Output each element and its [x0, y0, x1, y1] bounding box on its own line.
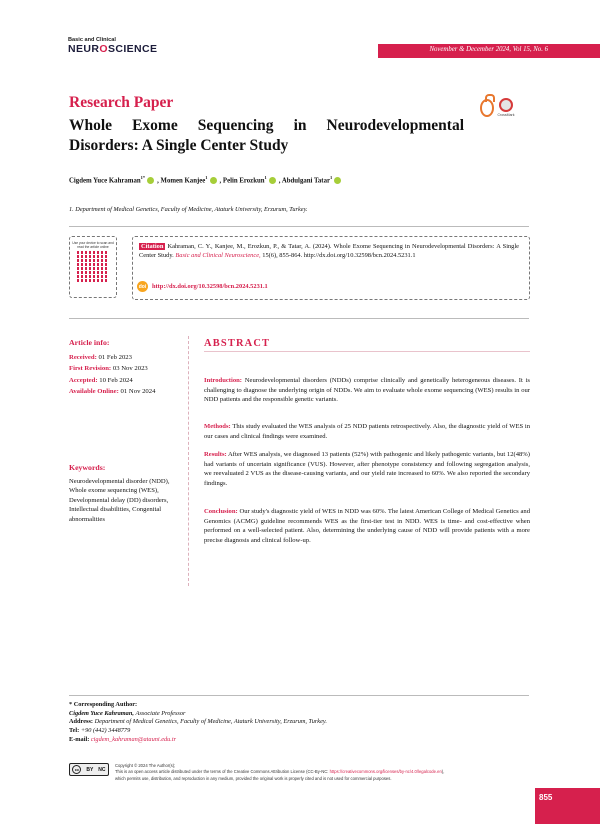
- doi-icon: doi: [137, 281, 148, 292]
- abstract-introduction: Introduction: Neurodevelopmental disorders (NDDs) comprise clinically and genetically heterogeneous diseases. It is challenging to diagnose the underlying origin of NDDs. We aim to evaluate whole exome sequencing (WES) results in our NDD patients and the responsible genetic variants.: [204, 377, 530, 403]
- issue-bar: [378, 44, 600, 58]
- title-word: Sequencing: [197, 117, 274, 134]
- title-line-1: [69, 116, 464, 136]
- email-link[interactable]: cigdem_kahraman@atauni.edu.tr: [90, 735, 177, 743]
- author-affil-mark: 1*: [140, 175, 146, 180]
- divider: [69, 695, 529, 696]
- page-number-tab: [535, 788, 600, 824]
- affiliation: 1. Department of Medical Genetics, Faculty of Medicine, Ataturk University, Erzurum, Turkey.: [69, 206, 308, 213]
- article-date-row: Accepted: 10 Feb 2024: [69, 376, 133, 384]
- cc-license-icon[interactable]: cc BY NC: [69, 763, 109, 776]
- license-text: Copyright © 2024 The Author(s); This is an open access article distributed under the terms of the Creative Commons Attribution License (CC-By-NC: https://creativecommons.org/licenses/by-nc/4.0/legalcode.en), which permits use, distribution, and reproduction in any medium, provided the original work is properly cited and is not used for commercial purposes.: [115, 763, 445, 781]
- author-name[interactable]: Cigdem Yuce Kahraman: [69, 177, 141, 185]
- paper-title: [69, 116, 464, 156]
- journal-name: NEUROSCIENCE: [68, 43, 158, 55]
- author-name[interactable]: Pelin Erozkun: [222, 177, 265, 185]
- author-name[interactable]: Abdulgani Tatar: [281, 177, 330, 185]
- crossmark-icon[interactable]: CrossMark: [497, 98, 515, 118]
- title-line-2: Disorders: A Single Center Study: [69, 137, 289, 154]
- corresponding-author: * Corresponding Author: Cigdem Yuce Kahraman, Associate Professor Address: Department of Medical Genetics, Faculty of Medicine, Ataturk University, Erzurum, Turkey. Tel: +90 (442) 3448779 E-mail: cigdem_kahraman@atauni.edu.tr: [69, 701, 327, 743]
- title-word: Whole: [69, 117, 113, 134]
- citation-box: [132, 236, 530, 300]
- qr-code-icon[interactable]: [77, 250, 109, 282]
- article-info-heading: Article info:: [69, 338, 110, 347]
- orcid-icon[interactable]: [210, 177, 217, 184]
- citation-journal: Basic and Clinical Neuroscience,: [175, 251, 261, 259]
- article-dates: [69, 352, 155, 398]
- author-affil-mark: 1: [264, 175, 267, 180]
- doi-row[interactable]: [137, 281, 268, 292]
- doi-link[interactable]: http://dx.doi.org/10.32598/bcn.2024.5231.1: [152, 283, 268, 290]
- journal-logo: [68, 37, 157, 55]
- abstract-rule: [204, 351, 530, 352]
- keywords-text: Neurodevelopmental disorder (NDD), Whole exome sequencing (WES), Developmental delay (DD) disorders, Intellectual disabilities, Congenital abnormalities: [69, 478, 170, 523]
- journal-name-top: Basic and Clinical: [68, 37, 116, 43]
- author-list: Cigdem Yuce Kahraman$^{1*}$ , Momen Kanjee$^1$ , Pelin Erozkun$^1$ , Abdulgani Tatar$^1$: [69, 175, 344, 184]
- orcid-icon[interactable]: [334, 177, 341, 184]
- title-word: in: [293, 117, 307, 134]
- badges: [480, 98, 515, 118]
- divider: [69, 226, 529, 227]
- author-affil-mark: 1: [205, 175, 208, 180]
- divider: [69, 318, 529, 319]
- title-word: Exome: [132, 117, 178, 134]
- license: [69, 763, 539, 782]
- column-divider: [188, 336, 189, 586]
- article-date-row: Received: 01 Feb 2023: [69, 354, 132, 361]
- issue-info: November & December 2024, Vol 15, No. 6: [429, 46, 548, 53]
- abstract-methods: Methods: This study evaluated the WES analysis of 25 NDD patients retrospectively. Also, the diagnostic yield of WES in our cases and clinical findings were examined.: [204, 423, 530, 440]
- orcid-icon[interactable]: [147, 177, 154, 184]
- keywords-heading: Keywords:: [69, 463, 106, 472]
- citation-text: Citation Kahraman, C. Y., Kanjee, M., Erozkun, P., & Tatar, A. (2024). Whole Exome Sequencing in Neurodevelopmental Disorders: A Single Center Study. Basic and Clinical Neuroscience, 15(6), 855-864. http://dx.doi.org/10.32598/bcn.2024.5231.1: [139, 243, 519, 259]
- abstract-results: Results: After WES analysis, we diagnosed 13 patients (52%) with pathogenic and likely pathogenic variants, but 12(48%) had variants of uncertain significance (VUS). However, after phenotype consistency and following segregation analysis, we reevaluated 2 VUS as the disease-causing variants, and our yield rate increased to 60%. We also reported the secondary findings.: [204, 451, 530, 487]
- article-date-row: First Revision: 03 Nov 2023: [69, 365, 148, 373]
- paper-type: Research Paper: [69, 94, 174, 111]
- page-number: 855: [539, 793, 553, 802]
- license-url[interactable]: https://creativecommons.org/licenses/by-nc/4.0/legalcode.en: [329, 769, 442, 775]
- qr-box: [69, 236, 117, 298]
- open-access-icon[interactable]: [480, 99, 494, 117]
- orcid-icon[interactable]: [269, 177, 276, 184]
- title-word: Neurodevelopmental: [326, 117, 464, 134]
- citation-label: Citation: [141, 243, 164, 250]
- abstract-conclusion: Conclusion: Our study's diagnostic yield of WES in NDD was 60%. The latest American College of Medical Genetics and Genomics (ACMG) guideline recommends WES as the first-tier test in NDD. WES is time- and cost-effective when performed on a well-selected patient. Also, determining the underlying cause of NDD will provide patients with a more precise diagnosis and clinical follow-up.: [204, 508, 530, 544]
- author-name[interactable]: Momen Kanjee: [160, 177, 206, 185]
- author-affil-mark: 1: [329, 175, 333, 180]
- qr-caption: Use your device to scan and read the article online: [72, 241, 114, 249]
- abstract-heading: ABSTRACT: [204, 338, 271, 349]
- article-date-row: Available Online: 01 Nov 2024: [69, 388, 156, 396]
